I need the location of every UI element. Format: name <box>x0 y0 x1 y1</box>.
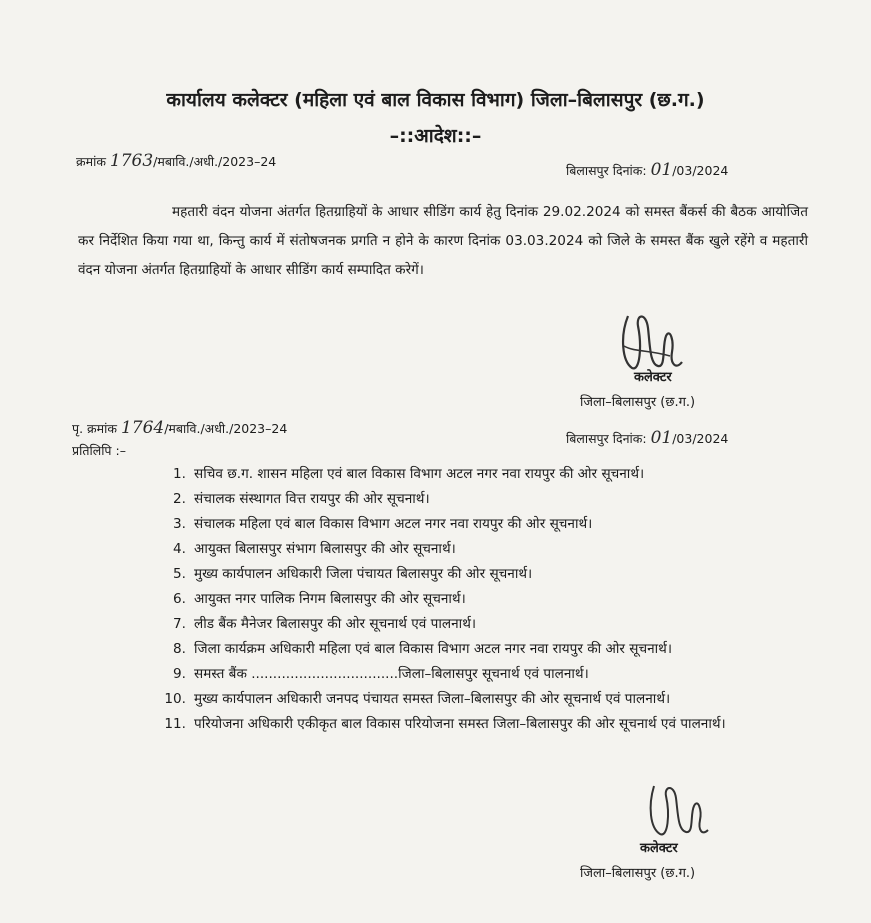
signature-2-designation: कलेक्टर <box>640 841 678 856</box>
list-item: 4. आयुक्त बिलासपुर संभाग बिलासपुर की ओर सूचनार्थ। <box>173 541 456 557</box>
list-item: 6. आयुक्त नगर पालिक निगम बिलासपुर की ओर सूचनार्थ। <box>173 591 466 607</box>
signature-1-district: जिला–बिलासपुर (छ.ग.) <box>580 395 696 410</box>
order-date-day: 01 <box>650 160 673 180</box>
copy-ref <box>72 418 287 438</box>
signature-1-designation: कलेक्टर <box>634 370 672 385</box>
list-item: 1. सचिव छ.ग. शासन महिला एवं बाल विकास विभाग अटल नगर नवा रायपुर की ओर सूचनार्थ। <box>173 466 645 482</box>
list-item: 7. लीड बैंक मैनेजर बिलासपुर की ओर सूचनार्थ एवं पालनार्थ। <box>173 616 477 632</box>
order-ref-label: क्रमांक <box>76 154 106 169</box>
order-date-suffix: /03/2024 <box>672 163 729 178</box>
copy-ref-number: 1764 <box>120 418 165 438</box>
list-item: 9. समस्त बैंक ..................................जिला–बिलासपुर सूचनार्थ एवं पालनार्थ। <box>173 666 589 682</box>
copy-ref-suffix: /मबावि./अधी./2023–24 <box>164 421 288 436</box>
order-body-text: महतारी वंदन योजना अंतर्गत हितग्राहियों के आधार सीडिंग कार्य हेतु दिनांक 29.02.2024 को समस्त बैंकर्स की बैठक आयोजित कर निर्देशित किया गया था, किन्तु कार्य में संतोषजनक प्रगति न होने के कारण दिनांक 03.03.2024 को जिले के समस्त बैंक खुले रहेंगे व महतारी वंदन योजना अंतर्गत हितग्राहियों के आधार सीडिंग कार्य सम्पादित करेगें। <box>78 204 808 278</box>
order-date-prefix: बिलासपुर दिनांक <box>566 163 643 178</box>
order-ref <box>76 151 276 171</box>
list-item: 11. परियोजना अधिकारी एकीकृत बाल विकास परियोजना समस्त जिला–बिलासपुर की ओर सूचनार्थ एवं पालनार्थ। <box>164 716 726 732</box>
list-item: 8. जिला कार्यक्रम अधिकारी महिला एवं बाल विकास विभाग अटल नगर नवा रायपुर की ओर सूचनार्थ। <box>173 641 673 657</box>
copy-date-suffix: /03/2024 <box>672 431 729 446</box>
copy-label: प्रतिलिपि :– <box>72 443 126 458</box>
copy-ref-label: पृ. क्रमांक <box>72 421 117 436</box>
signature-2-district: जिला–बिलासपुर (छ.ग.) <box>580 866 696 881</box>
order-body <box>78 198 808 285</box>
list-item: 10. मुख्य कार्यपालन अधिकारी जनपद पंचायत समस्त जिला–बिलासपुर की ओर सूचनार्थ एवं पालनार्थ। <box>164 691 671 707</box>
order-ref-number: 1763 <box>109 151 154 171</box>
order-ref-suffix: /मबावि./अधी./2023–24 <box>153 154 277 169</box>
copy-date: बिलासपुर दिनांक: 01/03/2024 <box>566 428 729 448</box>
list-item: 5. मुख्य कार्यपालन अधिकारी जिला पंचायत बिलासपुर की ओर सूचनार्थ। <box>173 566 533 582</box>
list-item: 2. संचालक संस्थागत वित्त रायपुर की ओर सूचनार्थ। <box>173 491 430 507</box>
copy-date-day: 01 <box>650 428 673 448</box>
office-title: कार्यालय कलेक्टर (महिला एवं बाल विकास विभाग) जिला–बिलासपुर (छ.ग.) <box>166 89 705 111</box>
copy-date-prefix: बिलासपुर दिनांक <box>566 431 643 446</box>
order-heading: –::आदेश::– <box>389 125 482 147</box>
list-item: 3. संचालक महिला एवं बाल विकास विभाग अटल नगर नवा रायपुर की ओर सूचनार्थ। <box>173 516 593 532</box>
order-date: बिलासपुर दिनांक: 01/03/2024 <box>566 160 729 180</box>
copy-list <box>160 463 810 738</box>
